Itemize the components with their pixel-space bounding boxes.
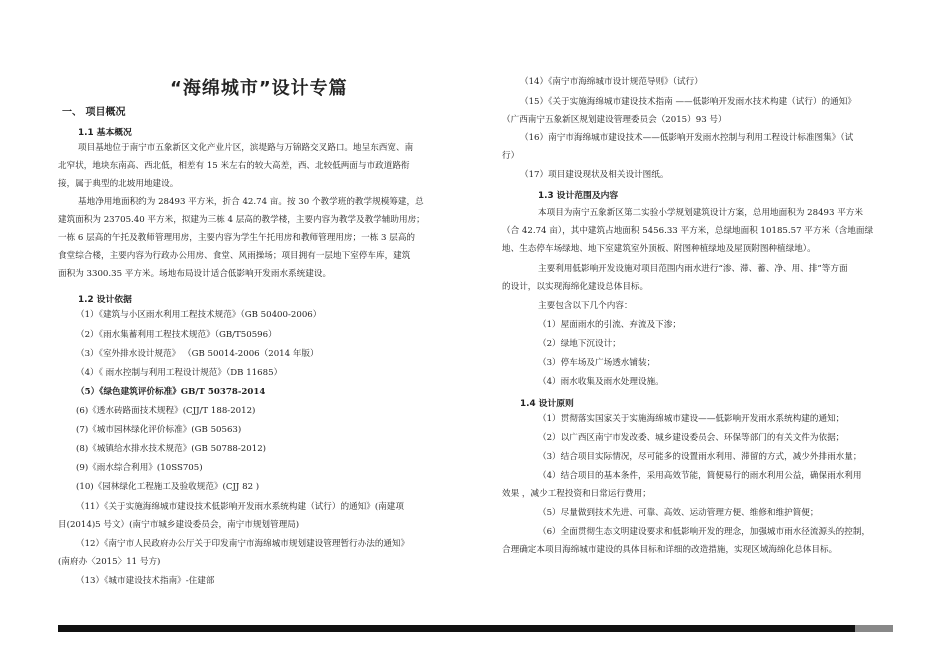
para-line: 食堂综合楼，主要内容为行政办公用房、食堂、风雨操场；项目拥有一层地下室停车库，建筑 (58, 251, 411, 261)
reference-item: （4）《 雨水控制与利用工程设计规范》（DB 11685） (76, 368, 283, 378)
para-line: 主要包含以下几个内容： (538, 301, 633, 311)
principle-item: 效果 ，减少工程投资和日常运行费用； (502, 489, 651, 499)
reference-item: (6)《透水砖路面技术规程》(CJJ/T 188-2012) (76, 406, 256, 416)
para-line: 北窄状，地块东南高、西北低，相差有 15 米左右的较大高差，西、北较低两面与市政道路衔 (58, 161, 410, 171)
reference-item: 行） (502, 151, 520, 161)
para-line: 主要利用低影响开发设施对项目范围内雨水进行“渗、滞、蓄、净、用、排”等方面 (538, 264, 848, 274)
reference-item: （3）《室外排水设计规范》 （GB 50014-2006（2014 年版） (76, 349, 319, 359)
para-line: 一栋 6 层高的午托及教师管理用房，主要内容为学生午托用房和教师管理用房；一栋 3 层高的 (58, 233, 416, 243)
para-line: 面积为 3300.35 平方米。场地布局设计适合低影响开发雨水系统建设。 (58, 269, 332, 279)
section-heading-overview: 一、 项目概况 (62, 107, 126, 118)
principle-item: （6）全面贯彻生态文明建设要求和低影响开发的理念，加强城市雨水径流源头的控制， (538, 527, 871, 537)
heading-1-1: 1.1 基本概况 (78, 128, 132, 138)
principle-item: （1）贯彻落实国家关于实施海绵城市建设——低影响开发雨水系统构建的通知； (538, 414, 845, 424)
para-line: 项目基地位于南宁市五象新区文化产业片区，滨堤路与万锦路交叉路口。地呈东西宽、南 (78, 143, 414, 153)
para-line: 地、生态停车场绿地、地下室建筑室外顶板、附图种植绿地及屋顶附图种植绿地）。 (502, 244, 816, 254)
page-title: “海绵城市”设计专篇 (170, 78, 348, 99)
reference-item: (10)《园林绿化工程施工及验收规范》(CJJ 82 ) (76, 482, 260, 492)
list-item: （1）屋面雨水的引流、弃流及下渗； (538, 320, 681, 330)
para-line: 的设计，以实现海绵化建设总体目标。 (502, 282, 649, 292)
para-line: 基地净用地面积约为 28493 平方米，折合 42.74 亩。按 30 个教学班的教学规模筹建，总 (78, 197, 424, 207)
reference-item: （12）《南宁市人民政府办公厅关于印发南宁市海绵城市规划建设管理暂行办法的通知》 (76, 539, 410, 549)
para-line: 建筑面积为 23705.40 平方米，拟建为三栋 4 层高的教学楼，主要内容为教学及教学辅助用房； (58, 215, 425, 225)
heading-1-3: 1.3 设计范围及内容 (538, 191, 619, 201)
reference-item: （11）《关于实施海绵城市建设技术低影响开发雨水系统构建（试行）的通知》(南建项 (76, 502, 404, 512)
reference-item: （15）《关于实施海绵城市建设技术指南 ——低影响开发雨水技术构建（试行）的通知》 (520, 97, 856, 107)
reference-item: （13）《城市建设技术指南》-住建部 (76, 576, 215, 586)
reference-item: （1）《建筑与小区雨水利用工程技术规范》（GB 50400-2006） (76, 310, 322, 320)
para-line: 接，属于典型的北坡用地建设。 (58, 179, 179, 189)
principle-item: （5）尽量做到技术先进、可靠、高效、运动管理方便、维修和维护简便； (538, 508, 819, 518)
principle-item: （2）以广西区南宁市发改委、城乡建设委员会、环保等部门的有关文件为依据； (538, 433, 845, 443)
reference-item: (南府办〈2015〉11 号方) (58, 557, 161, 567)
para-line: （合 42.74 亩），其中建筑占地面积 5456.33 平方米，总绿地面积 10185.57 平方米（含地面绿 (502, 226, 874, 236)
list-item: （2）绿地下沉设计； (538, 339, 621, 349)
footer-bar (58, 625, 855, 632)
heading-1-4: 1.4 设计原则 (520, 399, 574, 409)
list-item: （4）雨水收集及雨水处理设施。 (538, 377, 664, 387)
list-item: （3）停车场及广场透水铺装； (538, 358, 656, 368)
principle-item: 合理确定本项目海绵城市建设的具体目标和详细的改造措施，实现区域海绵化总体目标。 (502, 545, 838, 555)
reference-item: （14）《南宁市海绵城市设计规范导则》（试行） (520, 77, 703, 87)
reference-item: (7)《城市园林绿化评价标准》(GB 50563) (76, 425, 242, 435)
reference-item: （2）《雨水集蓄利用工程技术规范》（GB/T50596） (76, 330, 277, 340)
principle-item: （3）结合项目实际情况，尽可能多的设置雨水利用、滞留的方式，减少外排雨水量； (538, 452, 862, 462)
reference-item: （广西南宁五象新区规划建设管理委员会（2015）93 号） (502, 115, 727, 125)
reference-item: （16）南宁市海绵城市建设技术——低影响开发雨水控制与利用工程设计标准图集》（试 (520, 133, 854, 143)
reference-item: (9)《雨水综合利用》(10SS705) (76, 463, 203, 473)
reference-item: （5）《绿色建筑评价标准》GB/T 50378-2014 (76, 387, 266, 397)
footer-bar-accent (855, 625, 893, 632)
reference-item: （17）项目建设现状及相关设计图纸。 (520, 170, 669, 180)
reference-item: (8)《城镇给水排水技术规范》(GB 50788-2012) (76, 444, 267, 454)
reference-item: 目(2014)5 号文）(南宁市城乡建设委员会，南宁市规划管理局) (58, 520, 300, 530)
para-line: 本项目为南宁五象新区第二实验小学规划建筑设计方案，总用地面积为 28493 平方米 (538, 208, 863, 218)
heading-1-2: 1.2 设计依据 (78, 295, 132, 305)
principle-item: （4）结合项目的基本条件，采用高效节能，简便易行的雨水利用公益，确保雨水利用 (538, 471, 862, 481)
